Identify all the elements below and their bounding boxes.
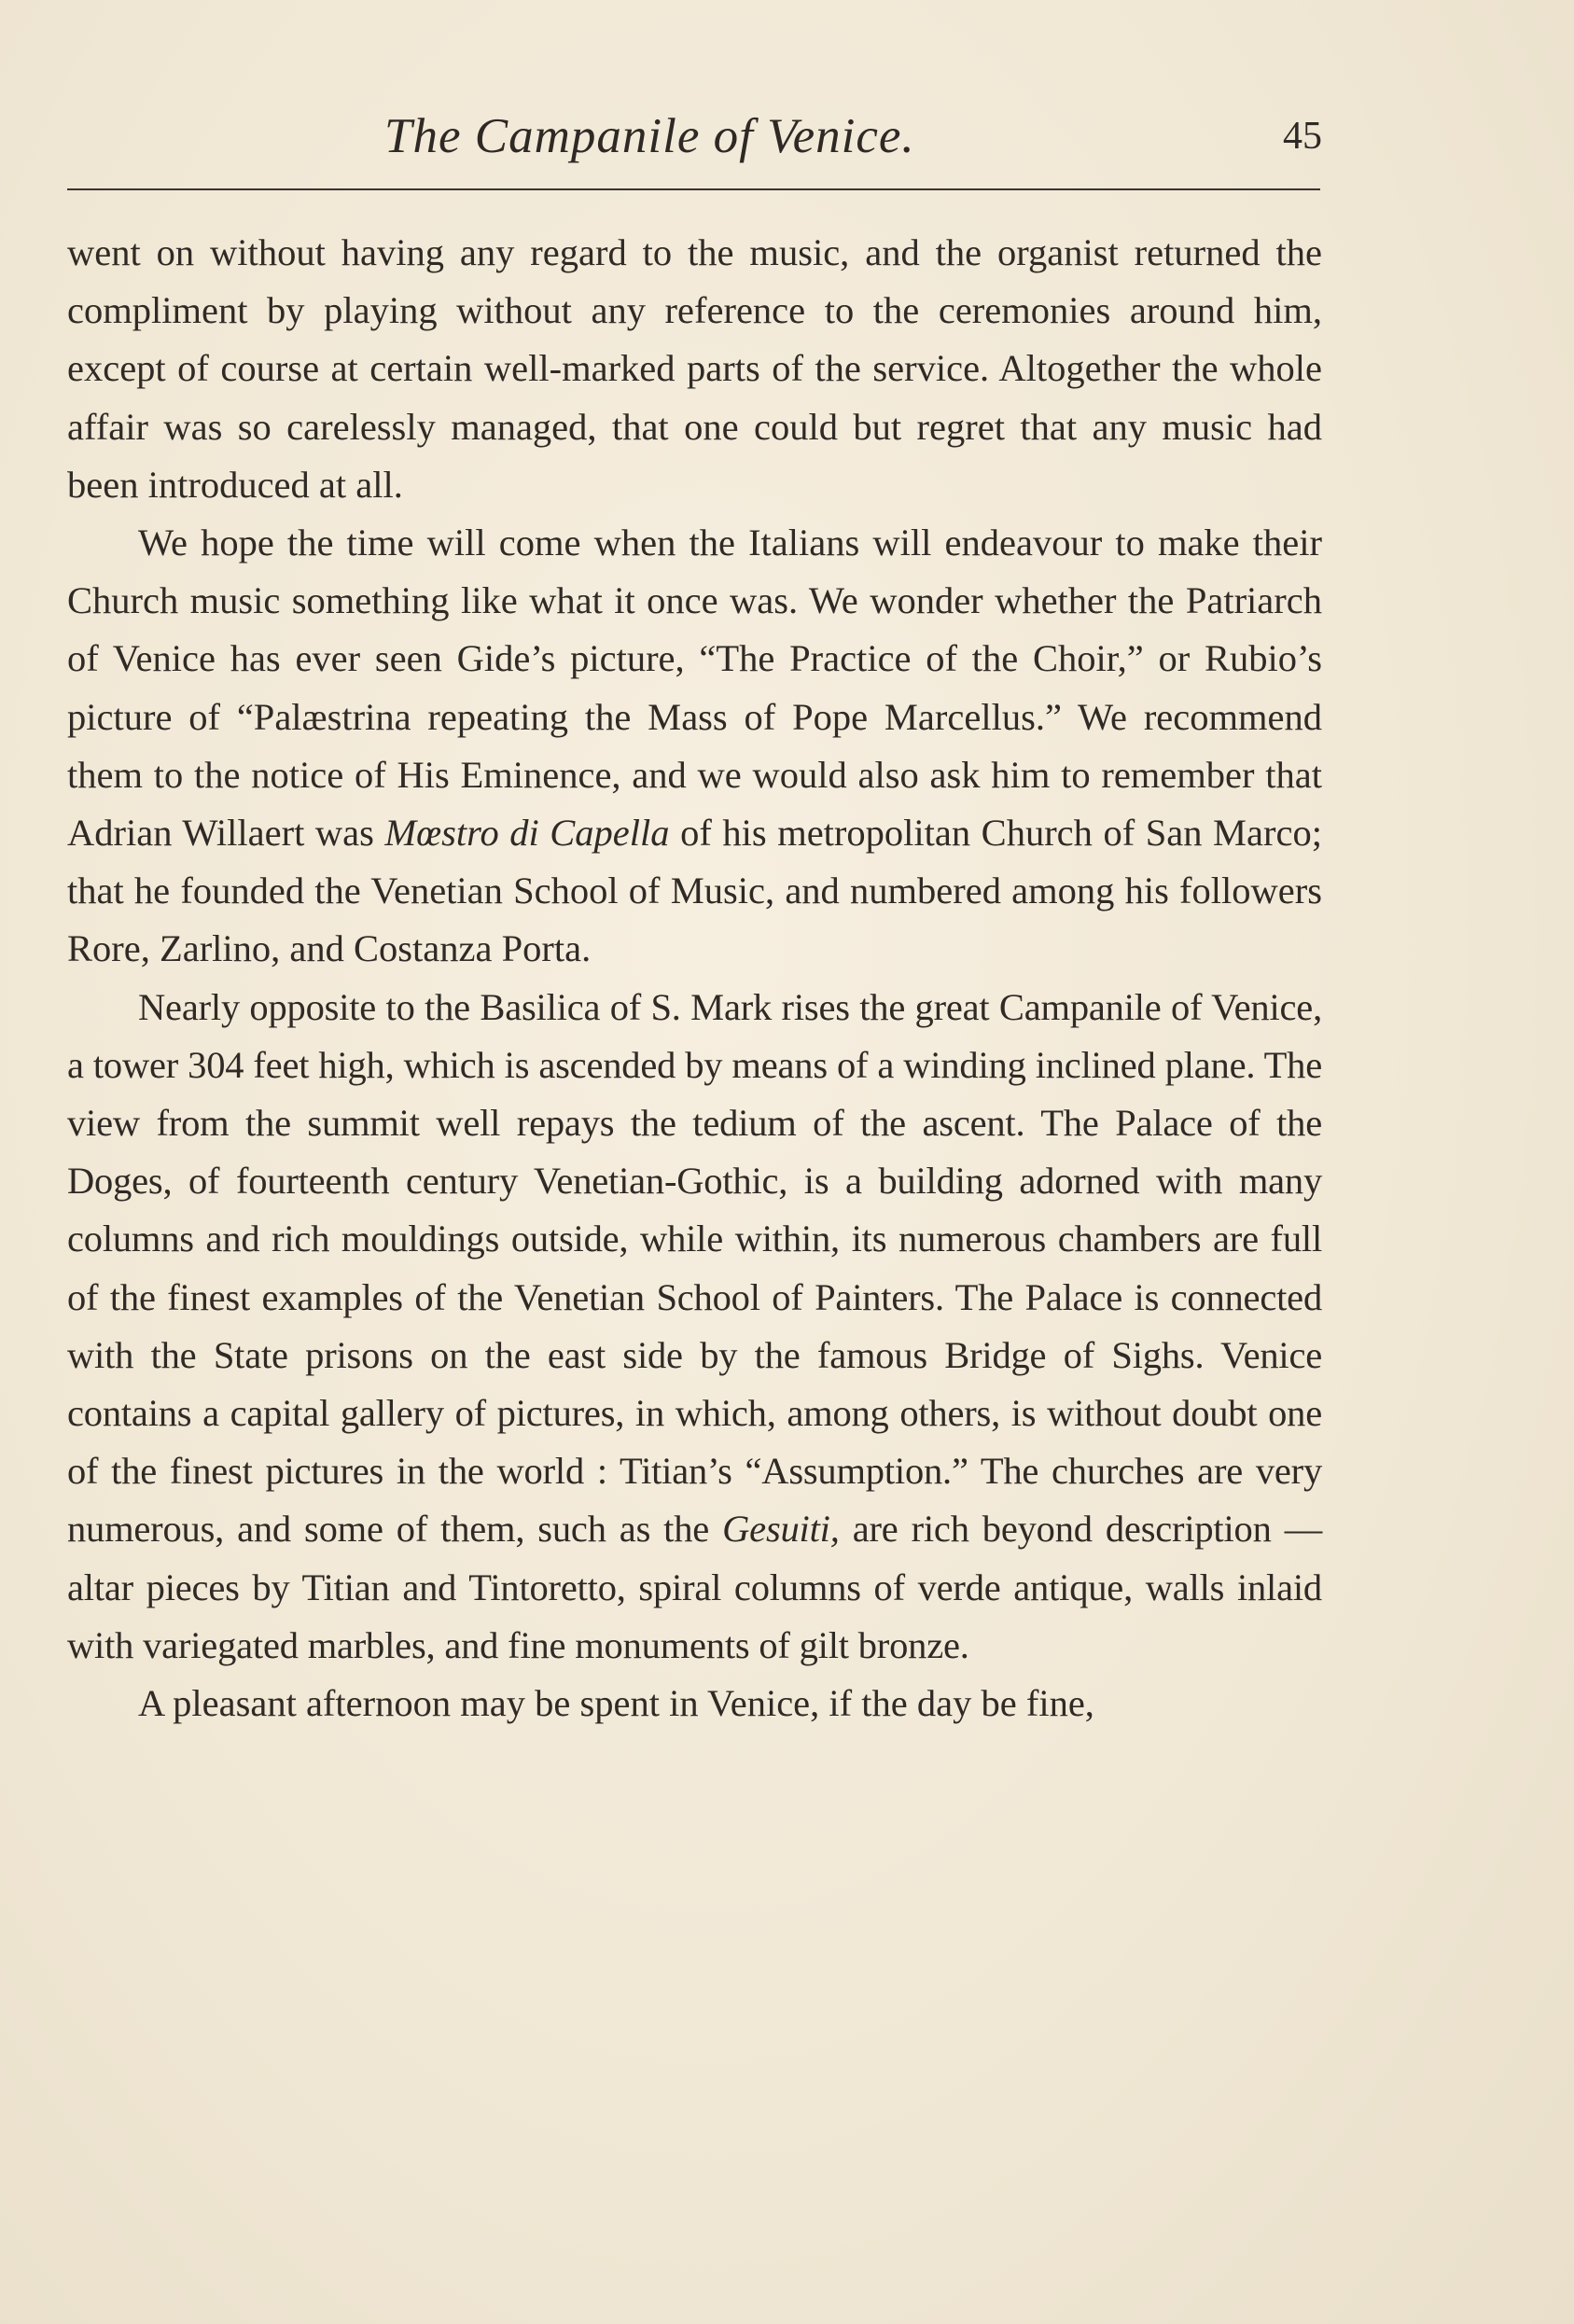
paragraph-text: We hope the time will come when the Italians will endeavour to make their Church music something like what it once was. We wonder whether the Patriarch of Venice has ever seen Gide’s picture, “The Practice of the Choir,” or Rubio’s picture of “Palæstrina repeating the Mass of Pope Marcellus.” We recommend them to the notice of His Eminence, and we would also ask him to remember that Adrian Willaert was (67, 522, 1322, 855)
body-text (67, 224, 1322, 1733)
paragraph-2 (67, 514, 1322, 979)
page-number: 45 (1283, 115, 1322, 158)
paragraph-1 (67, 224, 1322, 514)
running-title: The Campanile of Venice. (384, 109, 915, 163)
paragraph-text: went on without having any regard to the music, and the organist returned the compliment by playing without any reference to the ceremonies around him, except of course at certain well-marked parts of the service. Altogether the whole affair was so carelessly managed, that one could but regret that any music had been introduced at all. (67, 231, 1322, 506)
paragraph-4 (67, 1675, 1322, 1733)
paragraph-3 (67, 979, 1322, 1675)
page-header (67, 101, 1322, 175)
paragraph-text: A pleasant afternoon may be spent in Venice, if the day be fine, (138, 1682, 1094, 1725)
paragraph-text: Nearly opposite to the Basilica of S. Mark rises the great Campanile of Venice, a tower 304 feet high, which is ascended by means of a winding inclined plane. The view from the summit well repays the tedium of the ascent. The Palace of the Doges, of fourteenth century Venetian-Gothic, is a building adorned with many columns and rich mouldings outside, while within, its numerous chambers are full of the finest examples of the Venetian School of Painters. The Palace is connected with the State prisons on the east side by the famous Bridge of Sighs. Venice contains a capital gallery of pictures, in which, among others, is without doubt one of the finest pictures in the world : Titian’s “Assumption.” The churches are very numerous, and some of them, such as the (67, 985, 1322, 1551)
italic-term: Gesuiti, (722, 1508, 840, 1551)
header-rule (67, 188, 1320, 190)
italic-term: Mœstro di Capella (384, 812, 670, 855)
paragraph-text: of his metropolitan Church of San Marco; that he founded the Venetian School of Music, and numbered among his followers Rore, Zarlino, and Costanza Porta. (67, 812, 1322, 970)
paragraph-text: are rich beyond description — altar pieces by Titian and Tintoretto, spiral columns of verde antique, walls inlaid with variegated marbles, and fine monuments of gilt bronze. (67, 1508, 1322, 1666)
